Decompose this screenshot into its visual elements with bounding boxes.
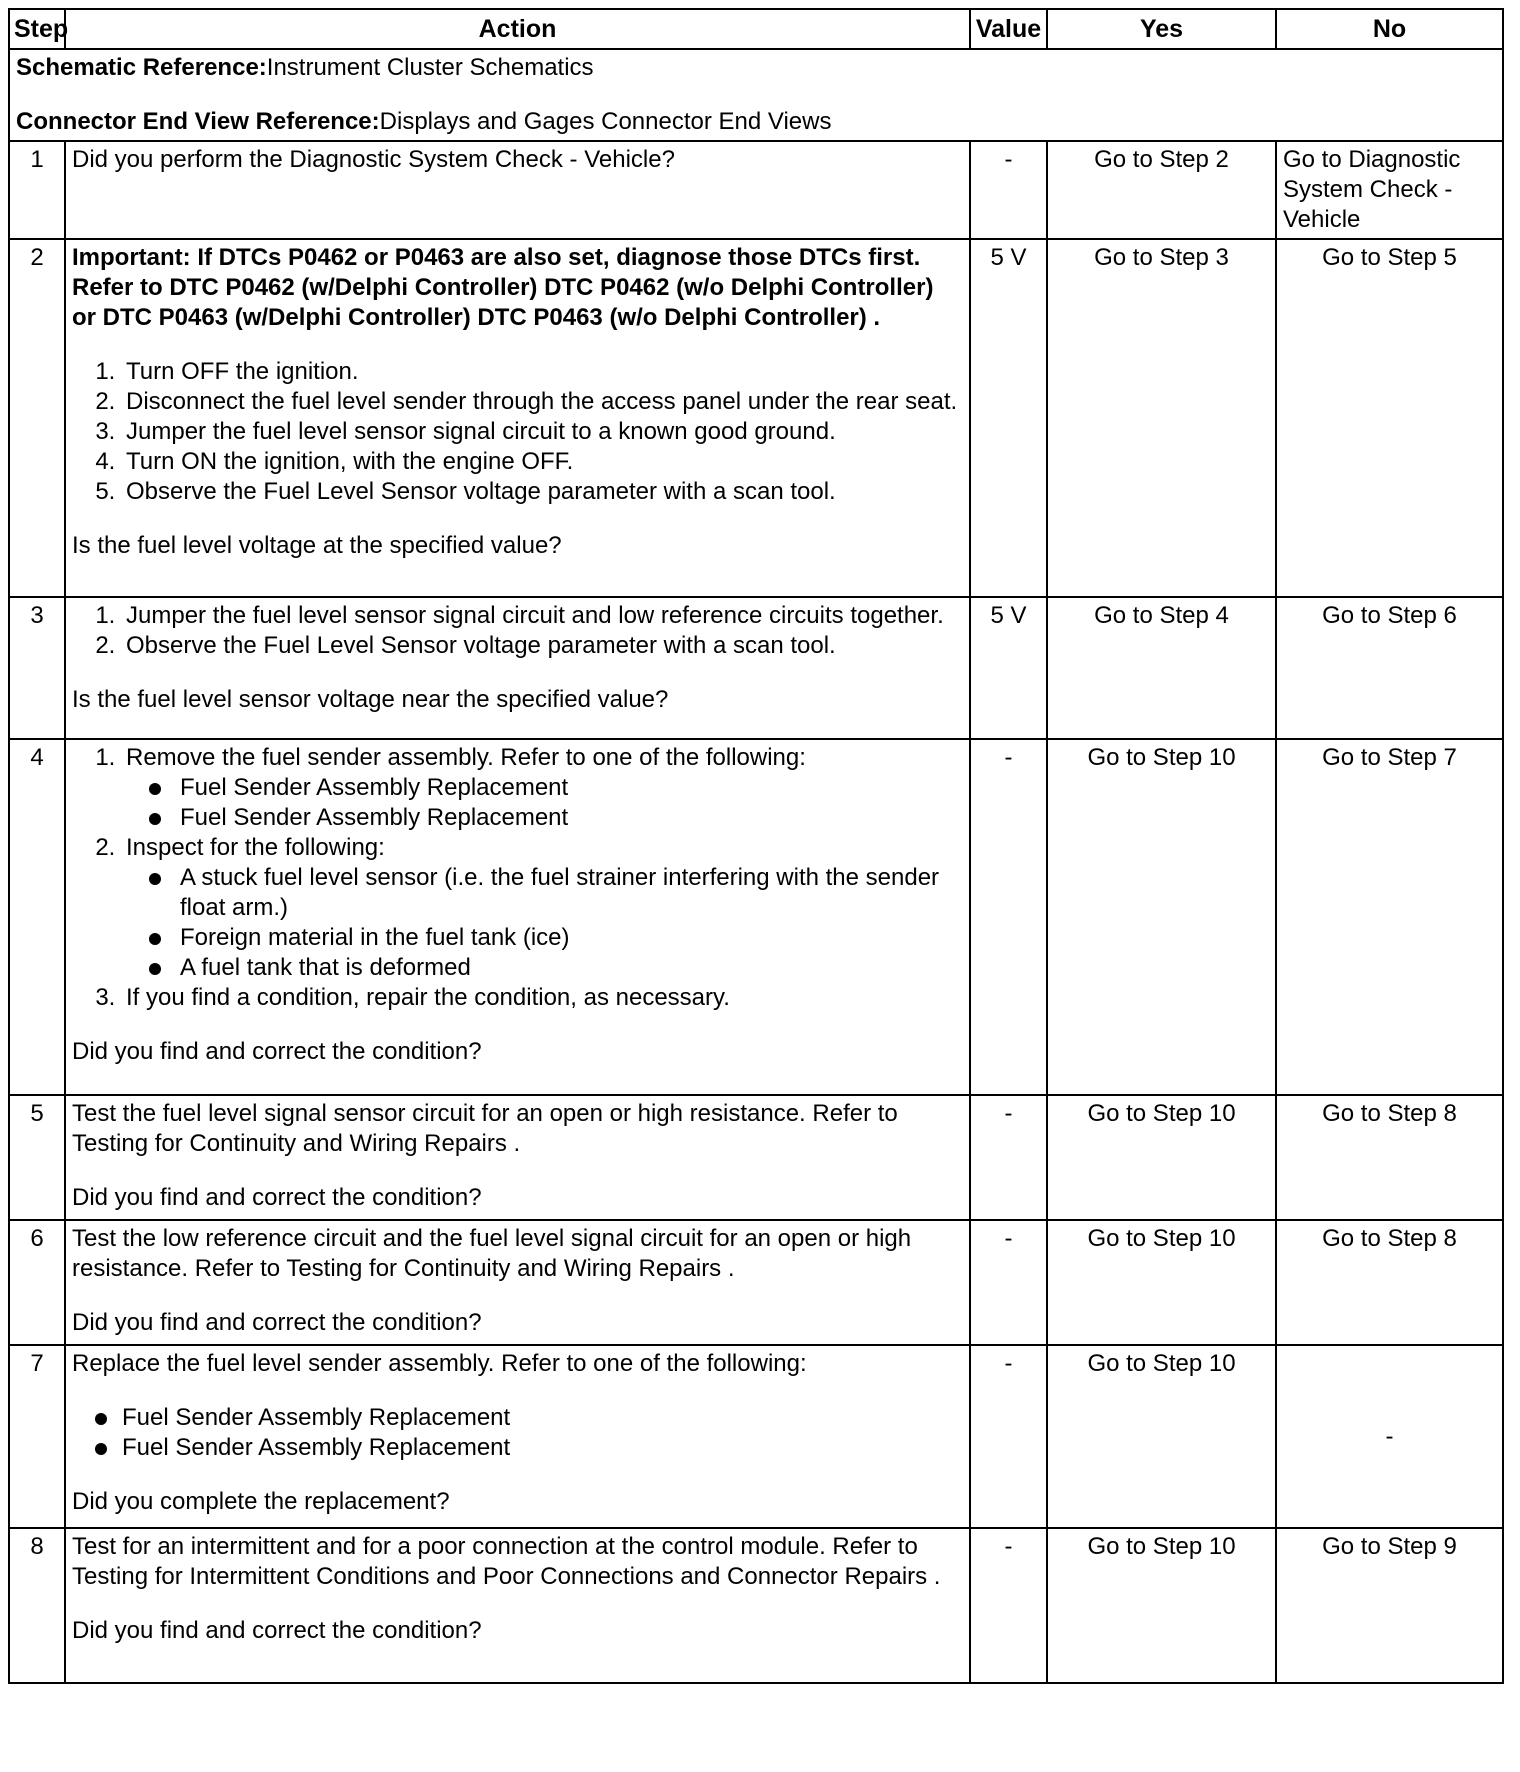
value-cell: - xyxy=(970,739,1047,1095)
yes-cell[interactable]: Go to Step 2 xyxy=(1047,141,1276,239)
question-text: Did you find and correct the condition? xyxy=(72,1038,482,1065)
yes-cell[interactable]: Go to Step 10 xyxy=(1047,1345,1276,1528)
list-item: 3. If you find a condition, repair the condition, as necessary. xyxy=(122,983,963,1013)
connector-reference-label: Connector End View Reference: xyxy=(16,108,380,135)
step-number: 4 xyxy=(9,739,65,1095)
important-note: Important: If DTCs P0462 or P0463 are also set, diagnose those DTCs first. Refer to DTC P0462 (w/Delphi Controller) DTC P0462 (w/o Delphi Controller) or DTC P0463 (w/Delphi Controller) DTC P0463 (w/o Delphi Controller) . xyxy=(72,244,934,331)
yes-cell[interactable]: Go to Step 3 xyxy=(1047,239,1276,597)
yes-cell[interactable]: Go to Step 10 xyxy=(1047,1095,1276,1220)
action-text: Test the fuel level signal sensor circuit for an open or high resistance. Refer to Testing for Continuity and Wiring Repairs . xyxy=(72,1100,898,1157)
no-cell: - xyxy=(1276,1345,1503,1528)
list-item: 2. Observe the Fuel Level Sensor voltage parameter with a scan tool. xyxy=(122,631,963,661)
no-cell[interactable]: Go to Step 9 xyxy=(1276,1528,1503,1683)
connector-reference xyxy=(16,107,1496,137)
header-row xyxy=(9,9,1503,49)
list-item-text: Remove the fuel sender assembly. Refer to one of the following: xyxy=(126,744,806,771)
value-cell: - xyxy=(970,1345,1047,1528)
action-text: Test for an intermittent and for a poor connection at the control module. Refer to Testing for Intermittent Conditions and Poor Connections and Connector Repairs . xyxy=(72,1533,941,1590)
yes-cell[interactable]: Go to Step 10 xyxy=(1047,739,1276,1095)
no-cell[interactable]: Go to Step 8 xyxy=(1276,1220,1503,1345)
list-item: 2. Disconnect the fuel level sender through the access panel under the rear seat. xyxy=(122,387,963,417)
bullet-list xyxy=(72,1403,963,1463)
action-cell xyxy=(65,739,970,1095)
question-text: Did you complete the replacement? xyxy=(72,1488,450,1515)
no-cell[interactable]: Go to Step 5 xyxy=(1276,239,1503,597)
question-text: Did you find and correct the condition? xyxy=(72,1309,482,1336)
action-cell xyxy=(65,141,970,239)
action-cell xyxy=(65,1095,970,1220)
diagnostic-table xyxy=(8,8,1504,1684)
table-row xyxy=(9,239,1503,597)
table-row xyxy=(9,739,1503,1095)
header-action: Action xyxy=(65,9,970,49)
action-text: Replace the fuel level sender assembly. Refer to one of the following: xyxy=(72,1350,807,1377)
bullet-item: A stuck fuel level sensor (i.e. the fuel strainer interfering with the sender float arm.) xyxy=(176,863,963,923)
list-item xyxy=(122,743,963,833)
action-cell xyxy=(65,1220,970,1345)
header-no: No xyxy=(1276,9,1503,49)
action-text: Test the low reference circuit and the fuel level signal circuit for an open or high resistance. Refer to Testing for Continuity and Wiring Repairs . xyxy=(72,1225,912,1282)
bullet-list xyxy=(126,773,963,833)
table-row xyxy=(9,1095,1503,1220)
value-cell: 5 V xyxy=(970,239,1047,597)
question-text: Is the fuel level sensor voltage near the specified value? xyxy=(72,686,669,713)
step-number: 5 xyxy=(9,1095,65,1220)
bullet-item-link[interactable]: Fuel Sender Assembly Replacement xyxy=(122,1403,963,1433)
no-cell[interactable]: Go to Step 7 xyxy=(1276,739,1503,1095)
question-text: Is the fuel level voltage at the specified value? xyxy=(72,532,562,559)
procedure-list xyxy=(72,743,963,1013)
action-cell xyxy=(65,1528,970,1683)
step-number: 3 xyxy=(9,597,65,739)
reference-cell xyxy=(9,49,1503,141)
action-cell xyxy=(65,239,970,597)
step-number: 1 xyxy=(9,141,65,239)
action-cell xyxy=(65,597,970,739)
procedure-list xyxy=(72,357,963,507)
value-cell: - xyxy=(970,1220,1047,1345)
no-cell[interactable]: Go to Diagnostic System Check - Vehicle xyxy=(1276,141,1503,239)
bullet-item-link[interactable]: Fuel Sender Assembly Replacement xyxy=(176,773,963,803)
action-cell xyxy=(65,1345,970,1528)
schematic-reference-link[interactable]: Instrument Cluster Schematics xyxy=(266,54,594,81)
list-item xyxy=(122,833,963,983)
list-item: 5. Observe the Fuel Level Sensor voltage parameter with a scan tool. xyxy=(122,477,963,507)
value-cell: - xyxy=(970,1095,1047,1220)
question-text: Did you find and correct the condition? xyxy=(72,1184,482,1211)
table-row xyxy=(9,1345,1503,1528)
value-cell: - xyxy=(970,141,1047,239)
step-number: 2 xyxy=(9,239,65,597)
step-number: 7 xyxy=(9,1345,65,1528)
connector-reference-link[interactable]: Displays and Gages Connector End Views xyxy=(379,108,832,135)
header-value: Value xyxy=(970,9,1047,49)
value-cell: - xyxy=(970,1528,1047,1683)
bullet-item-link[interactable]: Fuel Sender Assembly Replacement xyxy=(122,1433,963,1463)
header-step: Step xyxy=(9,9,65,49)
list-item: 1. Turn OFF the ignition. xyxy=(122,357,963,387)
table-row xyxy=(9,1220,1503,1345)
schematic-reference-label: Schematic Reference: xyxy=(16,54,267,81)
yes-cell[interactable]: Go to Step 10 xyxy=(1047,1528,1276,1683)
step-number: 8 xyxy=(9,1528,65,1683)
schematic-reference xyxy=(16,53,1496,83)
list-item: 4. Turn ON the ignition, with the engine OFF. xyxy=(122,447,963,477)
list-item: 3. Jumper the fuel level sensor signal circuit to a known good ground. xyxy=(122,417,963,447)
yes-cell[interactable]: Go to Step 10 xyxy=(1047,1220,1276,1345)
list-item-text: Inspect for the following: xyxy=(126,834,385,861)
no-cell[interactable]: Go to Step 6 xyxy=(1276,597,1503,739)
header-yes: Yes xyxy=(1047,9,1276,49)
step-number: 6 xyxy=(9,1220,65,1345)
reference-row xyxy=(9,49,1503,141)
bullet-item: Foreign material in the fuel tank (ice) xyxy=(176,923,963,953)
table-row xyxy=(9,1528,1503,1683)
value-cell: 5 V xyxy=(970,597,1047,739)
list-item: 1. Jumper the fuel level sensor signal circuit and low reference circuits together. xyxy=(122,601,963,631)
bullet-item-link[interactable]: Fuel Sender Assembly Replacement xyxy=(176,803,963,833)
question-text: Did you find and correct the condition? xyxy=(72,1617,482,1644)
yes-cell[interactable]: Go to Step 4 xyxy=(1047,597,1276,739)
bullet-item: A fuel tank that is deformed xyxy=(176,953,963,983)
table-row xyxy=(9,597,1503,739)
action-text: Did you perform the Diagnostic System Check - Vehicle? xyxy=(72,146,675,173)
procedure-list xyxy=(72,601,963,661)
table-row xyxy=(9,141,1503,239)
no-cell[interactable]: Go to Step 8 xyxy=(1276,1095,1503,1220)
bullet-list xyxy=(126,863,963,983)
